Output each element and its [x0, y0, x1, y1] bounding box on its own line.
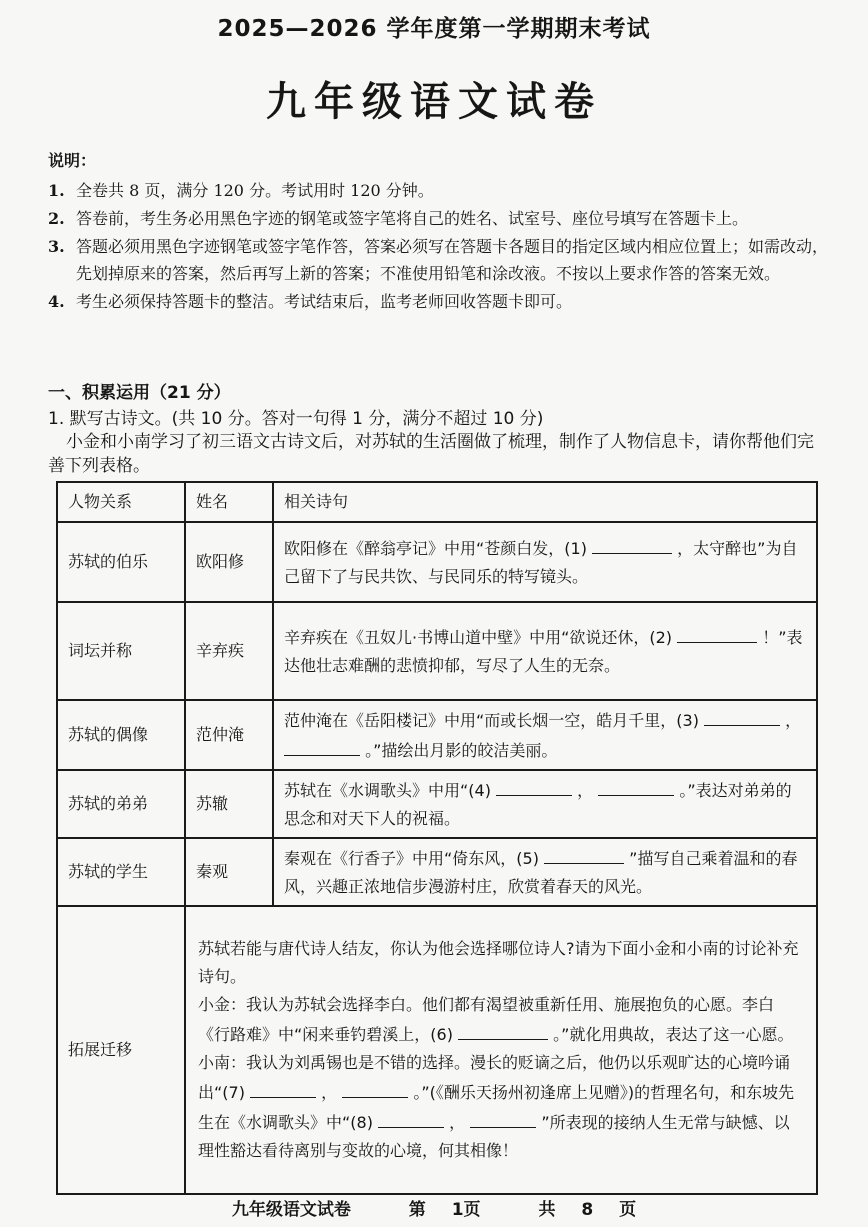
instruction-text: 考生必须保持答题卡的整洁。考试结束后，监考老师回收答题卡即可。 [76, 292, 573, 311]
poem-text: 欧阳修在《醉翁亭记》中用“苍颜白发，(1) [284, 539, 587, 558]
relation-cell: 词坛并称 [57, 602, 185, 700]
poem-text: 小南：我认为刘禹锡也是不错的选择。漫长的贬谪之后，他仍以乐观旷达的心境吟诵出“(7) [198, 1053, 791, 1102]
poem-text: ”所表现的接纳人生无常与缺憾、以理性豁达看待离别与变故的心境，何其相像！ [198, 1113, 790, 1160]
answer-blank-8b[interactable] [470, 1107, 536, 1128]
answer-blank-4a[interactable] [496, 775, 572, 796]
header-poems: 相关诗句 [273, 482, 817, 522]
page-title: 九年级语文试卷 [266, 78, 602, 125]
poem-cell [273, 602, 817, 700]
instruction-item [48, 205, 838, 232]
relation-cell: 苏轼的偶像 [57, 700, 185, 770]
table-row [57, 906, 817, 1194]
table-header-row [57, 482, 817, 522]
instruction-item [48, 233, 838, 287]
answer-blank-6[interactable] [458, 1019, 548, 1040]
poem-text: ， [321, 1083, 338, 1102]
extension-prompt: 苏轼若能与唐代诗人结友，你认为他会选择哪位诗人?请为下面小金和小南的讨论补充诗句。 [198, 939, 799, 986]
answer-blank-7b[interactable] [342, 1077, 408, 1098]
name-cell: 苏辙 [185, 770, 273, 838]
poem-text: 。”就化用典故，表达了这一心愿。 [553, 1025, 794, 1044]
poem-text: 辛弃疾在《丑奴儿·书博山道中壁》中用“欲说还休，(2) [284, 628, 673, 647]
instruction-text: 全卷共 8 页，满分 120 分。考试用时 120 分钟。 [76, 181, 434, 200]
relation-cell: 苏轼的弟弟 [57, 770, 185, 838]
answer-blank-7a[interactable] [250, 1077, 316, 1098]
poem-text: ， [449, 1113, 466, 1132]
poem-text: 。”表达对弟弟的思念和对天下人的祝福。 [284, 781, 792, 828]
instruction-item [48, 177, 838, 204]
footer-page-number: 第 1页 [408, 1200, 481, 1220]
instruction-number: 4. [48, 292, 65, 311]
name-cell: 范仲淹 [185, 700, 273, 770]
name-cell: 辛弃疾 [185, 602, 273, 700]
poem-text: ，太守醉也”为自己留下了与民共饮、与民同乐的特写镜头。 [284, 539, 798, 586]
instruction-item [48, 288, 838, 315]
poem-text: ， [785, 711, 802, 730]
answer-blank-4b[interactable] [598, 775, 674, 796]
answer-blank-2[interactable] [677, 622, 757, 643]
poem-text: 小金：我认为苏轼会选择李白。他们都有渴望被重新任用、施展抱负的心愿。李白《行路难》中“闲来垂钓碧溪上，(6) [198, 995, 775, 1044]
instruction-number: 2. [48, 209, 65, 228]
poem-text: 苏轼在《水调歌头》中用“(4) [284, 781, 491, 800]
answer-blank-8a[interactable] [378, 1107, 444, 1128]
instruction-text: 答题必须用黑色字迹钢笔或签字笔作答，答案必须写在答题卡各题目的指定区域内相应位置上；如需改动，先划掉原来的答案，然后再写上新的答案；不准使用铅笔和涂改液。不按以上要求作答的答案无效。 [76, 237, 829, 283]
instruction-text: 答卷前，考生务必用黑色字迹的钢笔或签字笔将自己的姓名、试室号、座位号填写在答题卡上。 [76, 209, 749, 228]
table-row [57, 700, 817, 770]
poem-text: 秦观在《行香子》中用“倚东风，(5) [284, 849, 539, 868]
poem-text: ”描写自己乘着温和的春风，兴趣正浓地信步漫游村庄，欣赏着春天的风光。 [284, 849, 798, 896]
relation-cell: 苏轼的伯乐 [57, 522, 185, 602]
relation-cell: 苏轼的学生 [57, 838, 185, 906]
poem-text: ， [577, 781, 594, 800]
answer-blank-3a[interactable] [704, 705, 780, 726]
poem-text: ！”表达他壮志难酬的悲愤抑郁，写尽了人生的无奈。 [284, 628, 803, 675]
page-footer [0, 1195, 868, 1220]
instructions [48, 148, 838, 316]
section-title: 一、积累运用（21 分） [48, 383, 231, 403]
poem-cell [273, 770, 817, 838]
extension-cell [185, 906, 817, 1194]
relation-cell: 拓展迁移 [57, 906, 185, 1194]
answer-blank-5[interactable] [544, 843, 624, 864]
table-row [57, 770, 817, 838]
table-row [57, 838, 817, 906]
instruction-number: 1. [48, 181, 65, 200]
instruction-number: 3. [48, 237, 65, 256]
poem-text: 范仲淹在《岳阳楼记》中用“而或长烟一空，皓月千里，(3) [284, 711, 699, 730]
name-cell: 秦观 [185, 838, 273, 906]
table-row [57, 602, 817, 700]
header-name: 姓名 [185, 482, 273, 522]
answer-blank-1[interactable] [592, 533, 672, 554]
name-cell: 欧阳修 [185, 522, 273, 602]
header-relation: 人物关系 [57, 482, 185, 522]
instructions-label: 说明： [48, 151, 97, 170]
poem-cell [273, 838, 817, 906]
extension-paragraph-xiaojin [198, 991, 804, 1049]
poem-text: 。”(《酬乐天扬州初逢席上见赠》)的哲理名句，和东坡先生在《水调歌头》中“(8) [198, 1083, 795, 1132]
footer-title: 九年级语文试卷 [231, 1200, 351, 1220]
table-row [57, 522, 817, 602]
poem-text: 。”描绘出月影的皎洁美丽。 [365, 741, 558, 760]
extension-paragraph-xiaonan [198, 1049, 804, 1165]
poem-cell [273, 522, 817, 602]
answer-blank-3b[interactable] [284, 735, 360, 756]
exam-header: 2025—2026 学年度第一学期期末考试 [217, 16, 651, 42]
character-info-table [56, 481, 818, 1195]
poem-cell [273, 700, 817, 770]
question-1-intro: 小金和小南学习了初三语文古诗文后，对苏轼的生活圈做了梳理，制作了人物信息卡，请你帮他们完善下列表格。 [48, 432, 814, 476]
question-1-title: 1. 默写古诗文。(共 10 分。答对一句得 1 分，满分不超过 10 分) [48, 409, 544, 429]
footer-total-pages: 共 8 页 [538, 1200, 637, 1220]
